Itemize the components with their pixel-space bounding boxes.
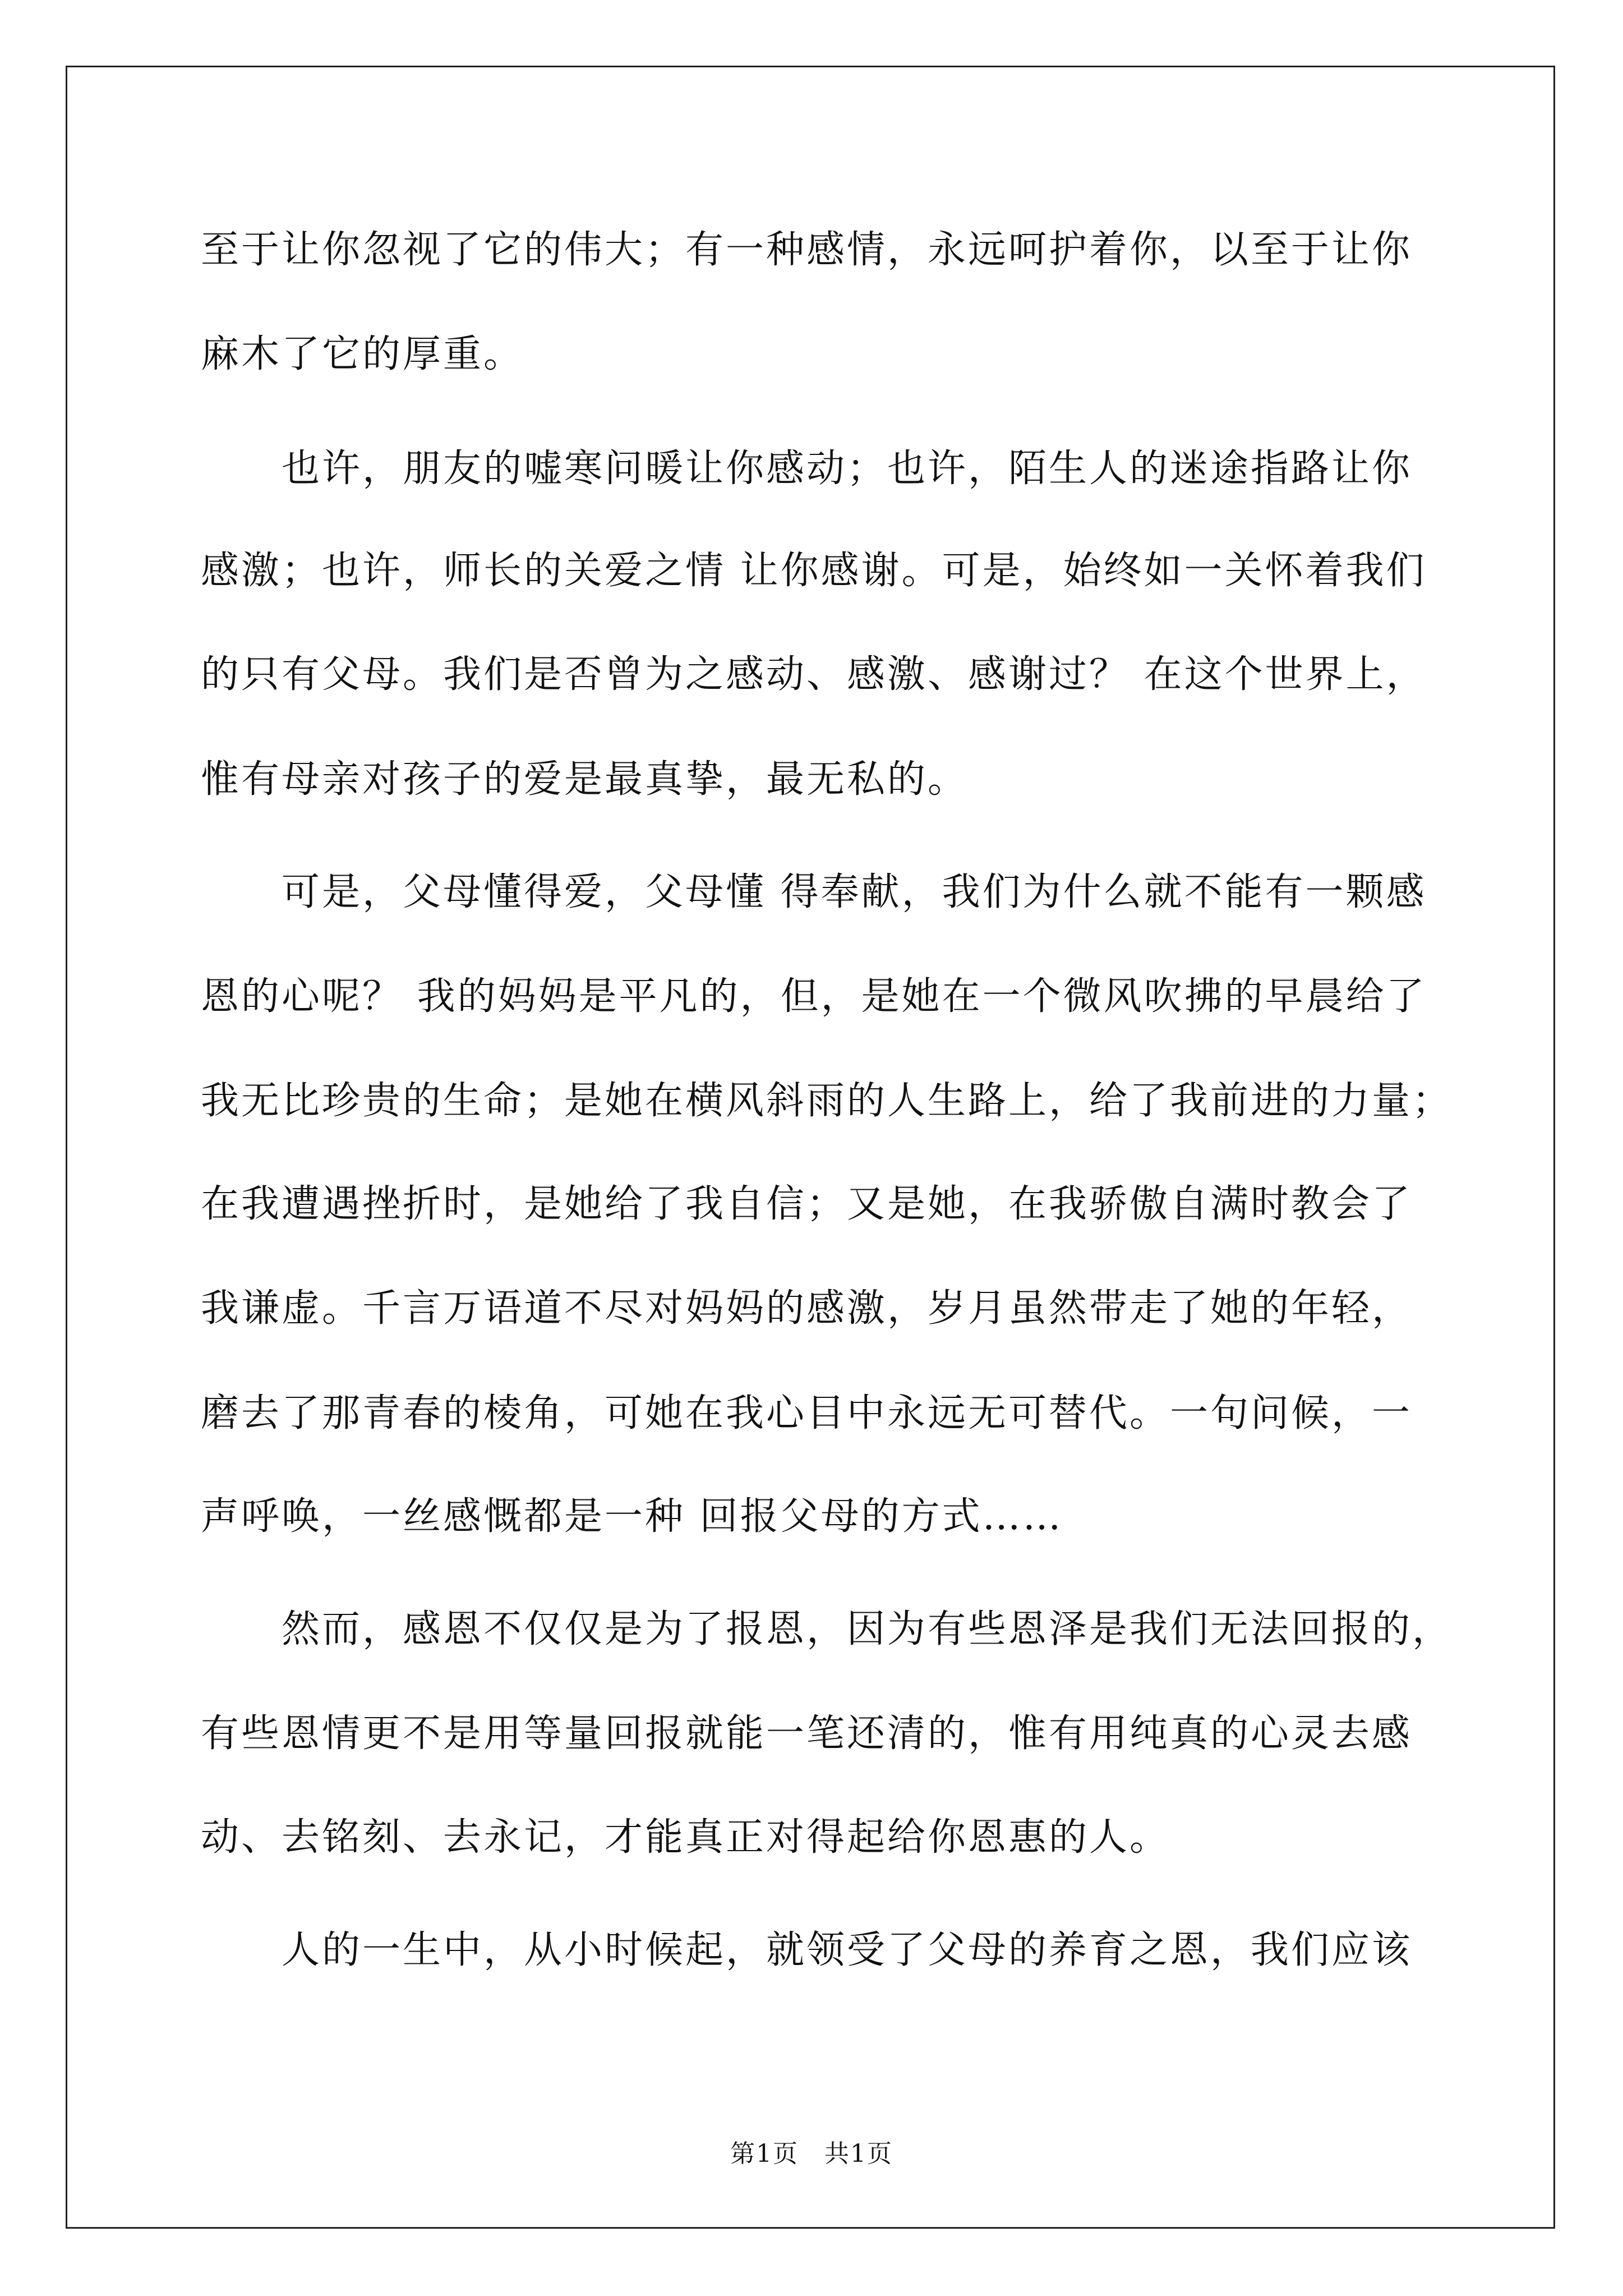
text-line: 麻木了它的厚重。	[201, 332, 524, 376]
text-line: 的只有父母。我们是否曾为之感动、感激、感谢过？ 在这个世界上，	[201, 652, 1427, 697]
text-line: 至于让你忽视了它的伟大；有一种感情，永远呵护着你，以至于让你	[201, 228, 1413, 272]
paragraph-start-line: 也许，朋友的嘘寒问暖让你感动；也许，陌生人的迷途指路让你	[201, 447, 1413, 491]
text-line: 声呼唤，一丝感慨都是一种 回报父母的方式……	[201, 1494, 1063, 1539]
text-line: 恩的心呢？ 我的妈妈是平凡的，但，是她在一个微风吹拂的早晨给了	[201, 974, 1427, 1019]
text-line: 磨去了那青春的棱角，可她在我心目中永远无可替代。一句问候，一	[201, 1391, 1413, 1435]
text-line: 感激；也许，师长的关爱之情 让你感谢。可是，始终如一关怀着我们	[201, 549, 1427, 593]
text-line: 动、去铭刻、去永记，才能真正对得起给你恩惠的人。	[201, 1815, 1170, 1860]
paragraph-start-line: 然而，感恩不仅仅是为了报恩，因为有些恩泽是我们无法回报的，	[201, 1607, 1453, 1651]
text-line: 有些恩情更不是用等量回报就能一笔还清的，惟有用纯真的心灵去感	[201, 1711, 1413, 1756]
paragraph-start-line: 人的一生中，从小时候起，就领受了父母的养育之恩，我们应该	[201, 1928, 1413, 1972]
text-line: 我无比珍贵的生命；是她在横风斜雨的人生路上，给了我前进的力量；	[201, 1079, 1453, 1123]
text-line: 惟有母亲对孩子的爱是最真挚，最无私的。	[201, 757, 969, 802]
page-border	[66, 66, 1555, 2229]
text-line: 在我遭遇挫折时，是她给了我自信；又是她，在我骄傲自满时教会了	[201, 1182, 1413, 1226]
paragraph-start-line: 可是，父母懂得爱，父母懂 得奉献，我们为什么就不能有一颗感	[201, 870, 1427, 914]
text-line: 我谦虚。千言万语道不尽对妈妈的感激，岁月虽然带走了她的年轻，	[201, 1286, 1413, 1331]
page-footer: 第1页 共1页	[730, 2139, 893, 2168]
